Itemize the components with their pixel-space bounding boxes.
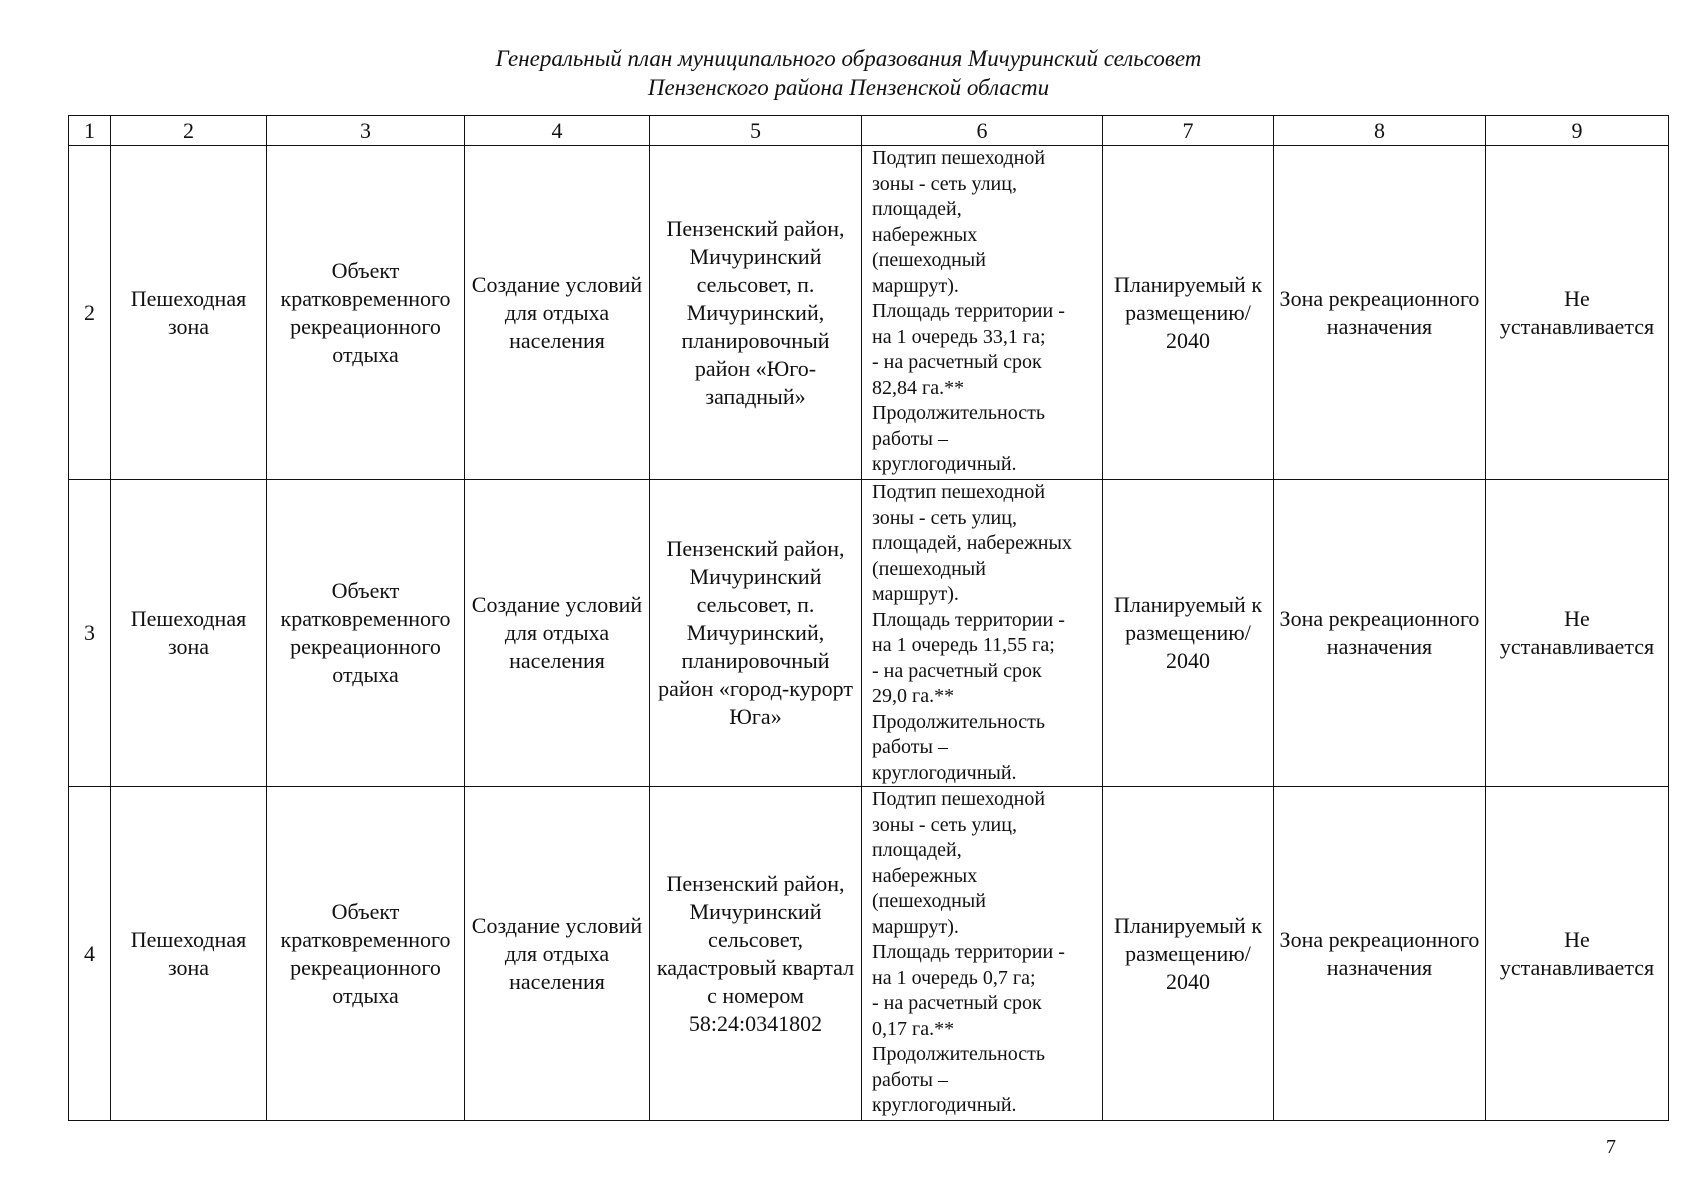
- row-number: 2: [69, 146, 111, 480]
- description-line: работы –: [872, 427, 948, 450]
- description-line: на 1 очередь 11,55 га;: [872, 634, 1055, 656]
- object-purpose: Создание условий для отдыха населения: [465, 146, 650, 480]
- column-number: 5: [650, 116, 862, 146]
- page-number: 7: [1606, 1136, 1616, 1158]
- description-line: работы –: [872, 736, 948, 758]
- description-line: Подтип пешеходной: [872, 147, 1046, 169]
- description-line: 82,84 га.**: [872, 376, 965, 399]
- object-description: [862, 146, 1103, 480]
- description-line: 29,0 га.**: [872, 685, 955, 707]
- object-status: Планируемый к размещению/ 2040: [1103, 146, 1274, 480]
- description-line: площадей,: [872, 198, 962, 220]
- description-line: круглогодичный.: [872, 453, 1017, 475]
- column-number: 8: [1274, 116, 1486, 146]
- object-purpose: Создание условий для отдыха населения: [465, 787, 650, 1121]
- description-line: - на расчетный срок: [872, 659, 1042, 682]
- object-location: Пензенский район, Мичуринский сельсовет, кадастровый квартал с номером 58:24:0341802: [650, 787, 862, 1121]
- object-restriction: Не устанавливается: [1486, 480, 1669, 787]
- description-line: на 1 очередь 0,7 га;: [872, 966, 1036, 989]
- column-number: 4: [465, 116, 650, 146]
- objects-table: [68, 115, 1669, 1121]
- column-number: 9: [1486, 116, 1669, 146]
- description-line: набережных: [872, 864, 978, 887]
- description-line: Продолжительность: [872, 402, 1045, 424]
- description-line: зоны - сеть улиц,: [872, 813, 1017, 836]
- description-line: круглогодичный.: [872, 1094, 1017, 1116]
- row-number: 4: [69, 787, 111, 1121]
- object-zone: Зона рекреационного назначения: [1274, 480, 1486, 787]
- object-purpose: Создание условий для отдыха населения: [465, 480, 650, 787]
- document-header: [0, 44, 1697, 102]
- column-number: 1: [69, 116, 111, 146]
- column-number: 7: [1103, 116, 1274, 146]
- column-number: 3: [267, 116, 465, 146]
- column-number-row: [69, 116, 1669, 146]
- object-location: Пензенский район, Мичуринский сельсовет, п. Мичуринский, планировочный район «город-курорт Юга»: [650, 480, 862, 787]
- object-zone: Зона рекреационного назначения: [1274, 146, 1486, 480]
- column-number: 6: [862, 116, 1103, 146]
- object-restriction: Не устанавливается: [1486, 787, 1669, 1121]
- object-type: Пешеходная зона: [111, 146, 267, 480]
- object-name: Объект кратковременного рекреационного отдыха: [267, 480, 465, 787]
- object-location: Пензенский район, Мичуринский сельсовет, п. Мичуринский, планировочный район «Юго-западный»: [650, 146, 862, 480]
- description-line: зоны - сеть улиц,: [872, 172, 1017, 195]
- row-number: 3: [69, 480, 111, 787]
- object-status: Планируемый к размещению/ 2040: [1103, 480, 1274, 787]
- description-line: (пешеходный: [872, 249, 986, 271]
- table-row: [69, 146, 1669, 480]
- description-line: на 1 очередь 33,1 га;: [872, 325, 1046, 348]
- description-line: зоны - сеть улиц,: [872, 506, 1017, 529]
- description-line: работы –: [872, 1068, 948, 1091]
- description-line: площадей,: [872, 839, 962, 861]
- column-number: 2: [111, 116, 267, 146]
- description-line: Площадь территории -: [872, 608, 1065, 631]
- object-type: Пешеходная зона: [111, 480, 267, 787]
- object-restriction: Не устанавливается: [1486, 146, 1669, 480]
- object-type: Пешеходная зона: [111, 787, 267, 1121]
- description-line: Подтип пешеходной: [872, 788, 1046, 810]
- description-line: Продолжительность: [872, 710, 1045, 733]
- object-name: Объект кратковременного рекреационного отдыха: [267, 146, 465, 480]
- description-line: площадей, набережных: [872, 532, 1072, 554]
- header-line-1: Генеральный план муниципального образования Мичуринский сельсовет: [495, 46, 1202, 71]
- description-line: - на расчетный срок: [872, 351, 1042, 373]
- description-line: (пешеходный: [872, 890, 986, 912]
- description-line: - на расчетный срок: [872, 992, 1042, 1014]
- description-line: маршрут).: [872, 583, 959, 605]
- object-description: [862, 787, 1103, 1121]
- table-row: [69, 787, 1669, 1121]
- description-line: Площадь территории -: [872, 300, 1065, 322]
- description-line: Подтип пешеходной: [872, 481, 1046, 503]
- object-zone: Зона рекреационного назначения: [1274, 787, 1486, 1121]
- object-status: Планируемый к размещению/ 2040: [1103, 787, 1274, 1121]
- object-name: Объект кратковременного рекреационного отдыха: [267, 787, 465, 1121]
- table-row: [69, 480, 1669, 787]
- description-line: Продолжительность: [872, 1043, 1045, 1065]
- description-line: (пешеходный: [872, 557, 986, 580]
- description-line: маршрут).: [872, 915, 959, 938]
- description-line: набережных: [872, 223, 978, 246]
- description-line: круглогодичный.: [872, 761, 1017, 784]
- object-description: [862, 480, 1103, 787]
- description-line: маршрут).: [872, 274, 959, 297]
- description-line: Площадь территории -: [872, 941, 1065, 963]
- header-line-2: Пензенского района Пензенской области: [647, 75, 1050, 100]
- description-line: 0,17 га.**: [872, 1017, 955, 1040]
